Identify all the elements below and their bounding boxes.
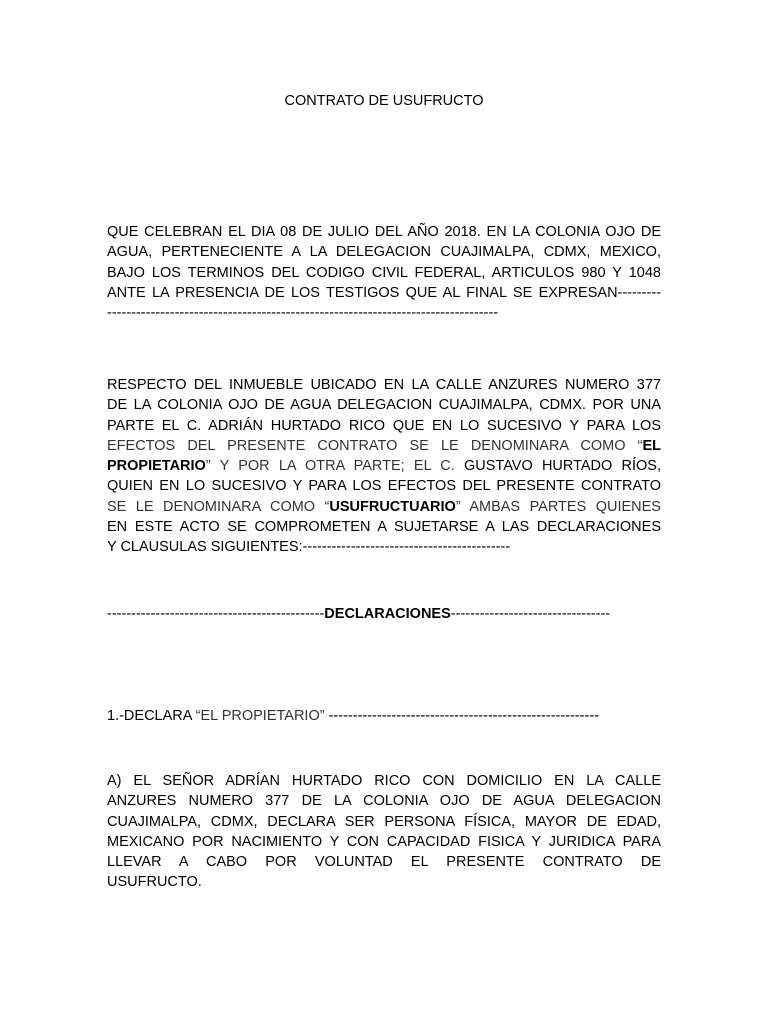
declara-party: “EL PROPIETARIO” (195, 708, 329, 724)
declara-heading (107, 706, 661, 726)
intro-line: ANTE LA PRESENCIA DE LOS TESTIGOS QUE AL FINAL SE EXPRESAN--------- (107, 284, 661, 301)
clause-a-line: USUFRUCTO. (107, 874, 202, 891)
intro-line: --------------------------------------------------------------------------------- (107, 305, 499, 322)
declaraciones-heading (107, 604, 661, 624)
clause-a-line: ANZURES NUMERO 377 DE LA COLONIA OJO DE AGUA DELEGACION (107, 793, 661, 810)
usufructuario-term: USUFRUCTUARIO (329, 498, 456, 515)
respecto-paragraph (107, 375, 661, 558)
dashes: --------------------------------------------- (107, 606, 325, 622)
clause-a-line: MEXICANO POR NACIMIENTO Y CON CAPACIDAD FISICA Y JURIDICA PARA (107, 833, 661, 850)
clause-a-line: LLEVAR A CABO POR VOLUNTAD EL PRESENTE CONTRATO DE (107, 854, 661, 871)
respecto-line: QUIEN EN LO SUCESIVO Y PARA LOS EFECTOS DEL PRESENTE CONTRATO (107, 478, 661, 495)
respecto-line: RESPECTO DEL INMUEBLE UBICADO EN LA CALLE ANZURES NUMERO 377 (107, 377, 661, 393)
respecto-text: ” AMBAS PARTES QUIENES (455, 498, 661, 515)
declara-prefix: 1.-DECLARA (107, 708, 196, 724)
respecto-line: PARTE EL C. ADRIÁN HURTADO RICO QUE EN LO SUCESIVO Y PARA LOS (107, 417, 661, 434)
respecto-line (107, 436, 661, 456)
respecto-line: DE LA COLONIA OJO DE AGUA DELEGACION CUAJIMALPA, CDMX. POR UNA (107, 397, 661, 414)
document-title: CONTRATO DE USUFRUCTO (284, 93, 484, 109)
respecto-line (107, 456, 661, 476)
declara-line (107, 706, 661, 726)
declaraciones-label: DECLARACIONES (324, 606, 451, 622)
intro-paragraph (107, 222, 661, 323)
respecto-line (107, 497, 661, 517)
propietario-term: PROPIETARIO (107, 458, 206, 475)
intro-line: AGUA, PERTENECIENTE A LA DELEGACION CUAJIMALPA, CDMX, MEXICO, (107, 244, 661, 261)
respecto-text: EFECTOS DEL PRESENTE CONTRATO SE LE DENOMINARA COMO “ (107, 437, 643, 454)
intro-line: QUE CELEBRAN EL DIA 08 DE JULIO DEL AÑO 2018. EN LA COLONIA OJO DE (107, 224, 661, 240)
dashes: -------------------------------------------------------- (328, 708, 599, 724)
clause-a-line: A) EL SEÑOR ADRÍAN HURTADO RICO CON DOMICILIO EN LA CALLE (107, 773, 661, 789)
clause-a-paragraph (107, 771, 661, 893)
declaraciones-line (107, 604, 661, 624)
propietario-term: EL (642, 437, 661, 454)
dashes: --------------------------------- (450, 606, 611, 622)
clause-a-line: CUAJIMALPA, CDMX, DECLARA SER PERSONA FÍSICA, MAYOR DE EDAD, (107, 813, 661, 830)
intro-line: BAJO LOS TERMINOS DEL CODIGO CIVIL FEDERAL, ARTICULOS 980 Y 1048 (107, 264, 661, 281)
respecto-text: ” Y POR LA OTRA PARTE; EL C. (205, 458, 464, 475)
respecto-text: SE LE DENOMINARA COMO “ (107, 498, 330, 515)
usufructuario-name: GUSTAVO HURTADO RÍOS, (464, 458, 661, 475)
respecto-line: EN ESTE ACTO SE COMPROMETEN A SUJETARSE A LAS DECLARACIONES (107, 519, 661, 536)
respecto-line: Y CLAUSULAS SIGUIENTES:------------------------------------------- (107, 539, 511, 556)
